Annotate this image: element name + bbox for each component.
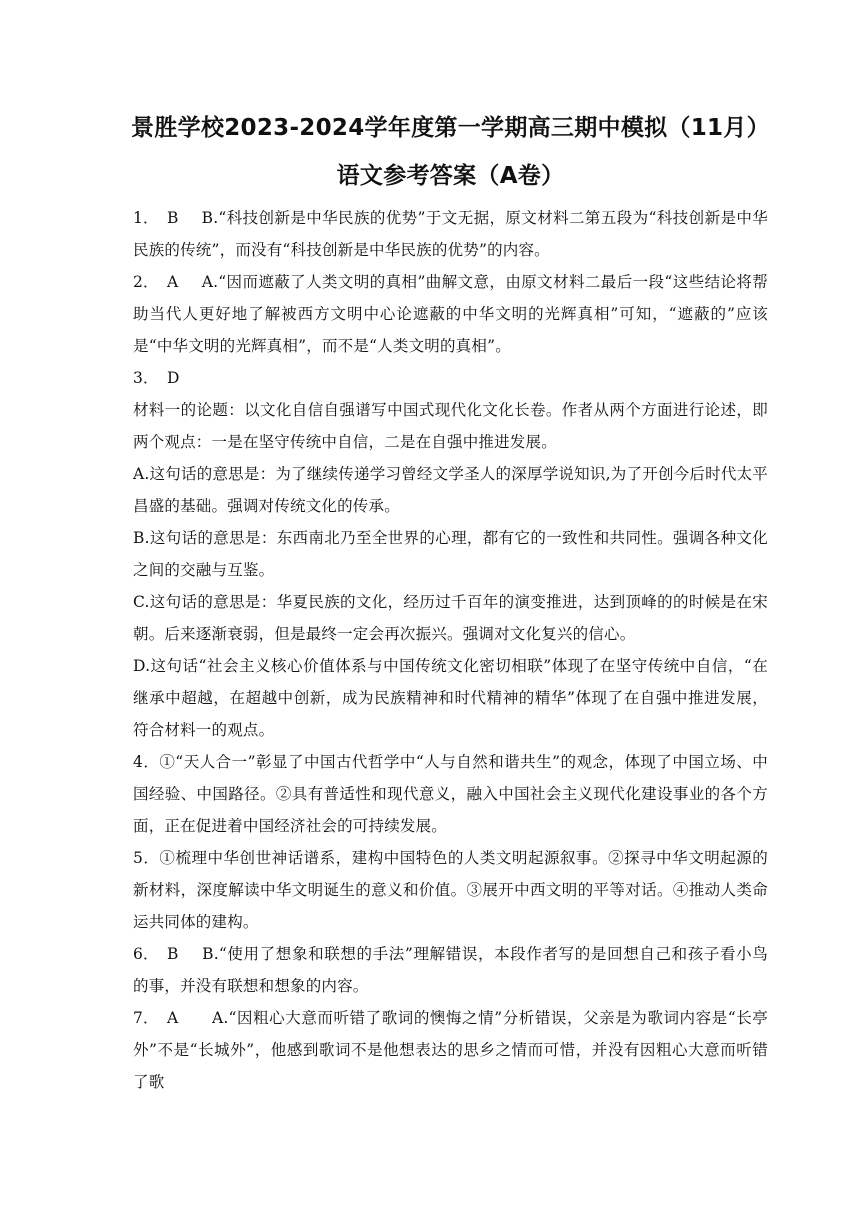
item-3-option-a: A.这句话的意思是：为了继续传递学习曾经文学圣人的深厚学说知识,为了开创今后时代太平昌盛的基础。强调对传统文化的传承。	[133, 465, 768, 515]
item-explanation: B.“科技创新是中华民族的优势”于文无据，原文材料二第五段为“科技创新是中华民族的传统”，而没有“科技创新是中华民族的优势”的内容。	[133, 209, 768, 259]
item-number: 2．	[133, 273, 159, 291]
item-3-option-b: B.这句话的意思是：东西南北乃至全世界的心理，都有它的一致性和共同性。强调各种文化之间的交融与互鉴。	[133, 529, 768, 579]
answer-item-4	[133, 746, 768, 842]
item-answer: B	[167, 209, 179, 227]
answer-item-5	[133, 842, 768, 938]
item-3-topic-paragraph: 材料一的论题：以文化自信自强谱写中国式现代化文化长卷。作者从两个方面进行论述，即两个观点：一是在坚守传统中自信，二是在自强中推进发展。	[133, 401, 768, 451]
document-title: 景胜学校2023-2024学年度第一学期高三期中模拟（11月）	[131, 115, 770, 141]
item-answer: B	[167, 945, 179, 963]
item-answer: A	[167, 1009, 179, 1027]
item-explanation: B.“使用了想象和联想的手法”理解错误，本段作者写的是回想自己和孩子看小鸟的事，并没有联想和想象的内容。	[133, 945, 768, 995]
answer-item-7	[133, 1002, 768, 1098]
item-answer: A	[167, 273, 179, 291]
answer-item-2	[133, 266, 768, 362]
answer-item-3	[133, 362, 768, 394]
item-number: 4．	[133, 753, 160, 771]
item-answer: D	[167, 369, 180, 387]
item-number: 5．	[133, 849, 160, 867]
item-number: 3．	[133, 369, 159, 387]
item-explanation: A.“因而遮蔽了人类文明的真相”曲解文意，由原文材料二最后一段“这些结论将帮助当代人更好地了解被西方文明中心论遮蔽的中华文明的光辉真相”可知，“遮蔽的”应该是“中华文明的光辉真相”，而不是“人类文明的真相”。	[133, 273, 768, 355]
answer-item-6	[133, 938, 768, 1002]
item-number: 6．	[133, 945, 159, 963]
item-3-option-d: D.这句话“社会主义核心价值体系与中国传统文化密切相联”体现了在坚守传统中自信，“在继承中超越，在超越中创新，成为民族精神和时代精神的精华”体现了在自强中推进发展，符合材料一的观点。	[133, 657, 768, 739]
item-explanation: ①“天人合一”彰显了中国古代哲学中“人与自然和谐共生”的观念，体现了中国立场、中国经验、中国路径。②具有普适性和现代意义，融入中国社会主义现代化建设事业的各个方面，正在促进着中国经济社会的可持续发展。	[133, 753, 768, 835]
item-3-option-c: C.这句话的意思是：华夏民族的文化，经历过千百年的演变推进，达到顶峰的的时候是在宋朝。后来逐渐衰弱，但是最终一定会再次振兴。强调对文化复兴的信心。	[133, 593, 768, 643]
document-subtitle: 语文参考答案（A卷）	[336, 163, 565, 189]
answer-item-1	[133, 202, 768, 266]
item-explanation: ①梳理中华创世神话谱系，建构中国特色的人类文明起源叙事。②探寻中华文明起源的新材料，深度解读中华文明诞生的意义和价值。③展开中西文明的平等对话。④推动人类命运共同体的建构。	[133, 849, 769, 931]
item-number: 7．	[133, 1009, 159, 1027]
item-number: 1．	[133, 209, 159, 227]
item-explanation: A.“因粗心大意而听错了歌词的懊悔之情”分析错误，父亲是为歌词内容是“长亭外”不是“长城外”，他感到歌词不是他想表达的思乡之情而可惜，并没有因粗心大意而听错了歌	[133, 1009, 769, 1091]
